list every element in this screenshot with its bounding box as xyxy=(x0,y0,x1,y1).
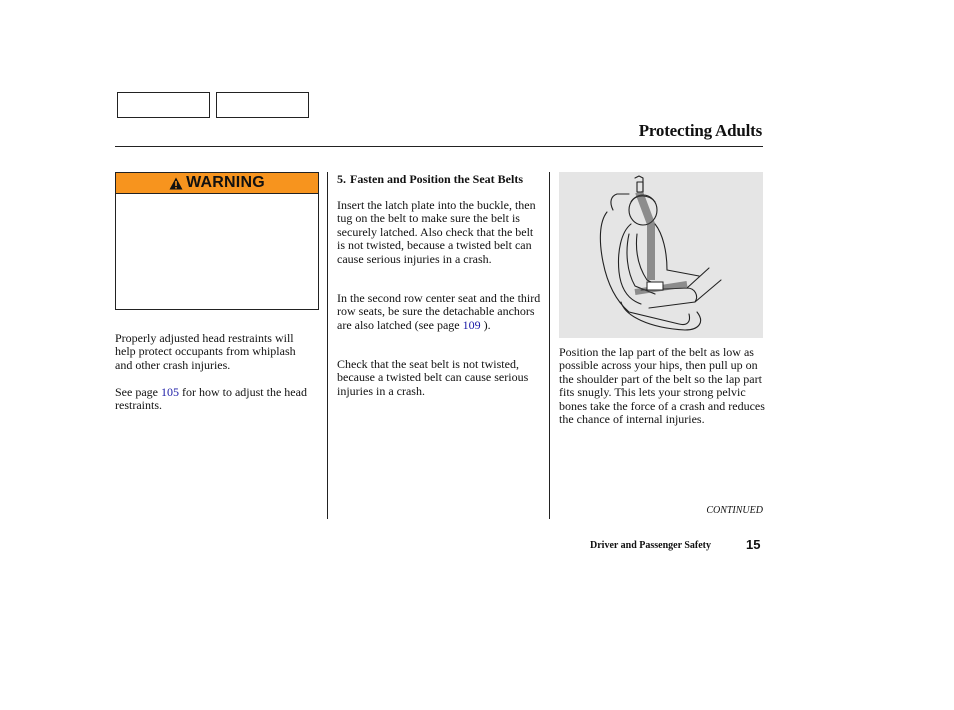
seatbelt-illustration xyxy=(559,172,763,338)
page-link-105[interactable]: 105 xyxy=(160,385,179,399)
anchor-instructions xyxy=(337,292,543,332)
seated-occupant-icon xyxy=(559,172,763,338)
nav-tab-2[interactable] xyxy=(216,92,309,118)
continued-label: CONTINUED xyxy=(706,505,763,516)
column-divider-2 xyxy=(549,172,550,519)
latch-instructions: Insert the latch plate into the buckle, then tug on the belt to make sure the belt is securely latched. Also check that the belt is not twisted, because a twisted belt can cause serious injuries in a crash. xyxy=(337,198,536,266)
anchor-text-end: ). xyxy=(480,317,491,332)
head-restraint-paragraph: Properly adjusted head restraints will help protect occupants from whiplash and other crash injuries. xyxy=(115,331,296,372)
anchor-text: In the second row center seat and the third row seats, be sure the detachable anchors are also latched (see page xyxy=(337,291,541,332)
page-number: 15 xyxy=(746,537,761,552)
twist-warning-paragraph: Check that the seat belt is not twisted, because a twisted belt can cause serious injuries in a crash. xyxy=(337,357,529,398)
reference-text: See page xyxy=(115,385,161,399)
warning-box xyxy=(115,172,319,310)
nav-tab-1[interactable] xyxy=(117,92,210,118)
step-number: 5. xyxy=(337,172,346,186)
head-restraint-reference xyxy=(115,386,315,413)
warning-triangle-icon xyxy=(169,177,183,190)
reference-text-end: for how to adjust the head restraints. xyxy=(115,385,307,413)
section-footer: Driver and Passenger Safety xyxy=(590,540,712,551)
page-title: Protecting Adults xyxy=(638,121,762,140)
warning-header xyxy=(116,173,318,194)
step-heading-text: Fasten and Position the Seat Belts xyxy=(350,172,524,186)
lap-belt-instructions: Position the lap part of the belt as low as possible across your hips, then pull up on the shoulder part of the belt so the lap part fits snugly. This lets your strong pelvic bones take the force of a crash and reduces the chance of internal injuries. xyxy=(559,345,765,427)
warning-label: WARNING xyxy=(186,174,265,191)
header-divider xyxy=(115,146,763,147)
page-link-109[interactable]: 109 xyxy=(462,317,481,332)
step-heading xyxy=(337,173,547,186)
column-divider-1 xyxy=(327,172,328,519)
